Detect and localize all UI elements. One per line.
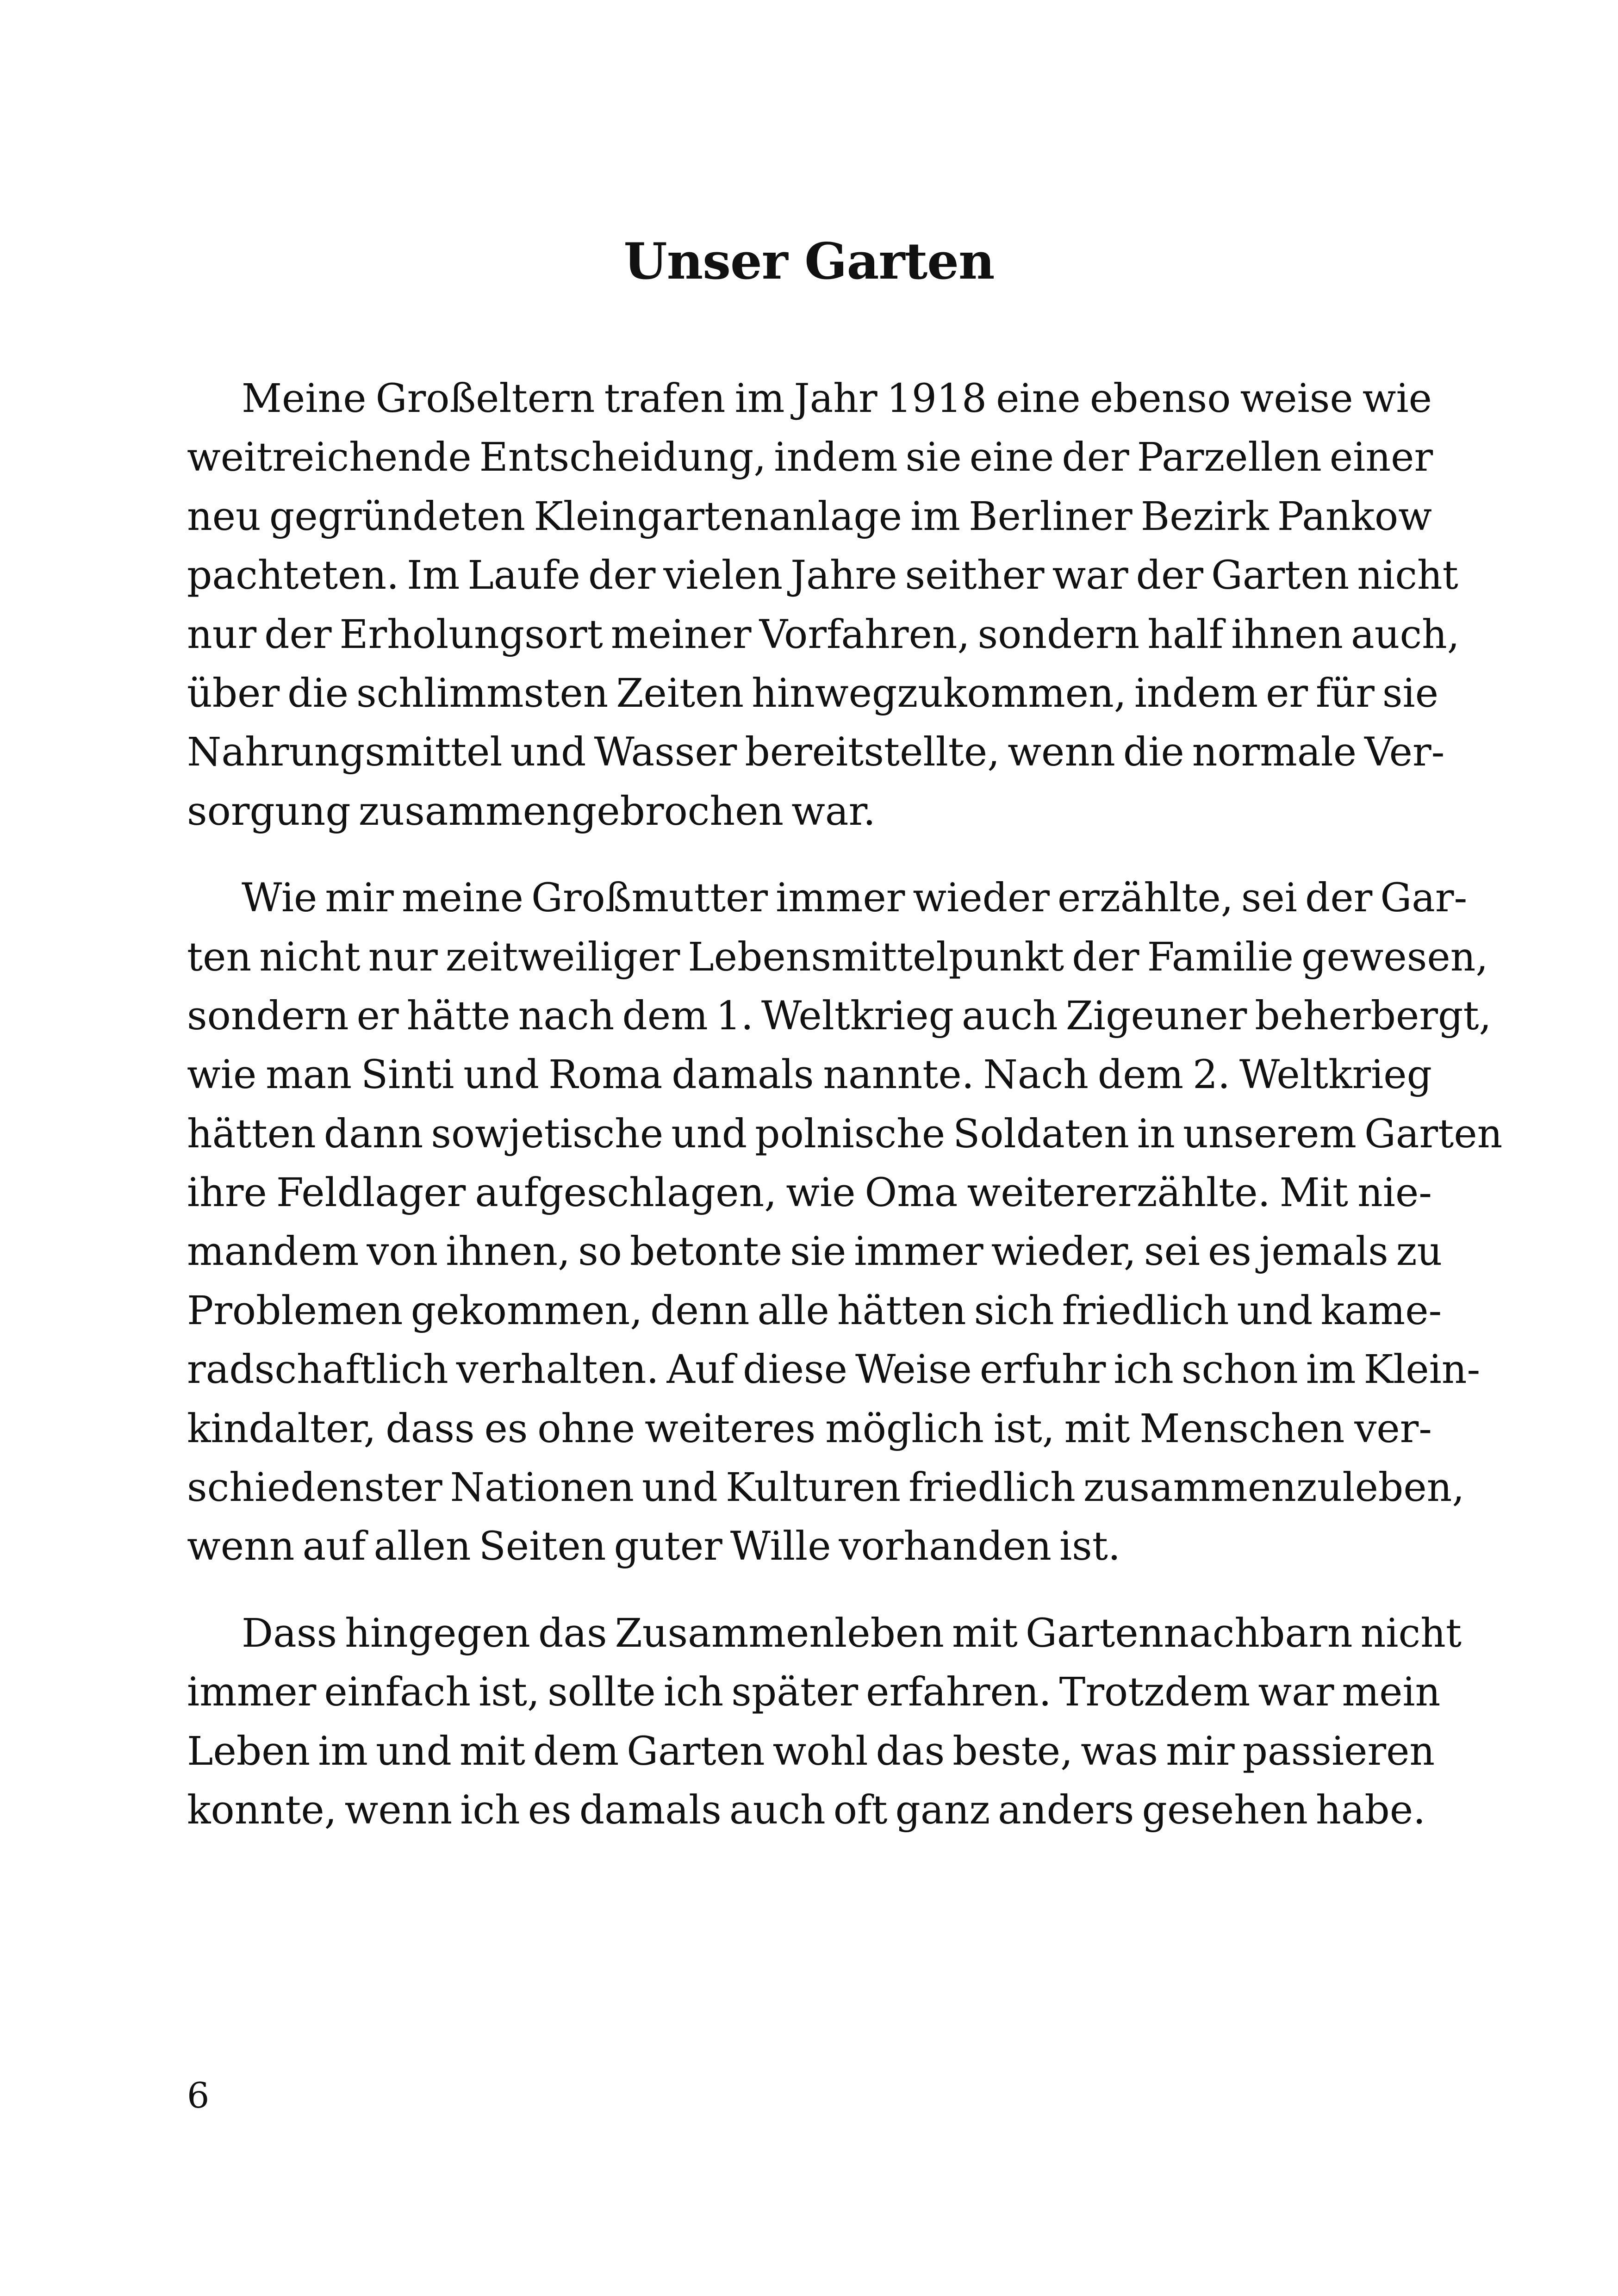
text-line: Wie mir meine Großmutter immer wieder erzählte, sei der Gar- — [242, 875, 1468, 921]
chapter-title: Unser Garten — [623, 232, 995, 291]
text-line: schiedenster Nationen und Kulturen friedlich zusammenzuleben, — [187, 1465, 1465, 1511]
page-number: 6 — [187, 2075, 210, 2116]
text-line: Problemen gekommen, denn alle hätten sich friedlich und kame- — [187, 1288, 1442, 1334]
text-line: mandem von ihnen, so betonte sie immer wieder, sei es jemals zu — [187, 1229, 1443, 1275]
text-line: wie man Sinti und Roma damals nannte. Nach dem 2. Weltkrieg — [187, 1052, 1432, 1098]
paragraph-2 — [187, 869, 1503, 1576]
text-line: ihre Feldlager aufgeschlagen, wie Oma weitererzählte. Mit nie- — [187, 1170, 1432, 1216]
text-line: sorgung zusammengebrochen war. — [187, 788, 876, 834]
text-line: konnte, wenn ich es damals auch oft ganz anders gesehen habe. — [187, 1787, 1426, 1833]
text-line: sondern er hätte nach dem 1. Weltkrieg auch Zigeuner beherbergt, — [187, 993, 1492, 1039]
text-line: hätten dann sowjetische und polnische Soldaten in unserem Garten — [187, 1111, 1503, 1157]
text-line: pachteten. Im Laufe der vielen Jahre seither war der Garten nicht — [187, 553, 1458, 599]
text-line: kindalter, dass es ohne weiteres möglich ist, mit Menschen ver- — [187, 1406, 1432, 1452]
text-line: wenn auf allen Seiten guter Wille vorhanden ist. — [187, 1524, 1120, 1570]
text-line: nur der Erholungsort meiner Vorfahren, sondern half ihnen auch, — [187, 611, 1460, 658]
text-line: radschaftlich verhalten. Auf diese Weise erfuhr ich schon im Klein- — [187, 1347, 1481, 1393]
text-line: neu gegründeten Kleingartenanlage im Berliner Bezirk Pankow — [187, 493, 1432, 540]
paragraph-3 — [187, 1604, 1462, 1840]
text-line: Nahrungsmittel und Wasser bereitstellte, wenn die normale Ver- — [187, 729, 1445, 776]
text-line: ten nicht nur zeitweiliger Lebensmittelpunkt der Familie gewesen, — [187, 934, 1488, 980]
text-line: weitreichende Entscheidung, indem sie eine der Parzellen einer — [187, 435, 1433, 481]
text-line: Leben im und mit dem Garten wohl das beste, was mir passieren — [187, 1728, 1435, 1774]
text-line: über die schlimmsten Zeiten hinwegzukommen, indem er für sie — [187, 670, 1438, 716]
text-line: Meine Großeltern trafen im Jahr 1918 eine ebenso weise wie — [242, 376, 1432, 422]
text-line: Dass hingegen das Zusammenleben mit Gartennachbarn nicht — [242, 1610, 1462, 1656]
text-line: immer einfach ist, sollte ich später erfahren. Trotzdem war mein — [187, 1669, 1441, 1716]
paragraph-1 — [187, 369, 1460, 841]
body-text — [187, 369, 1503, 1867]
